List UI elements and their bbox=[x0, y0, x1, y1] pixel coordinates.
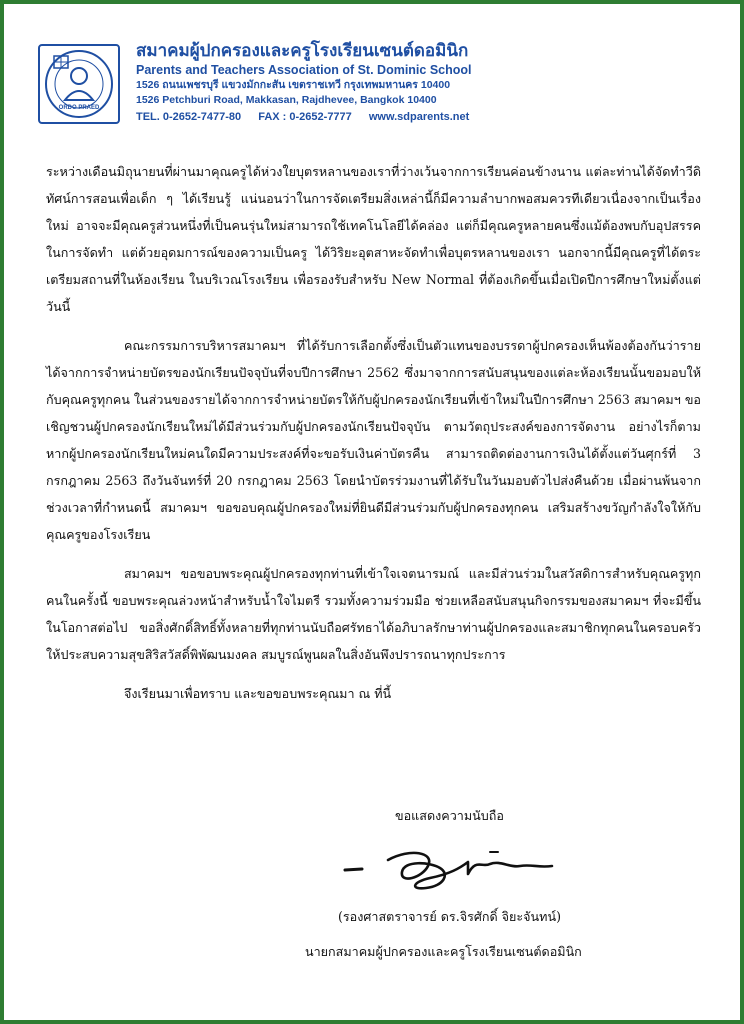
contact-line bbox=[136, 108, 483, 126]
logo-text: ORDO PRAED bbox=[58, 105, 100, 111]
paragraph-4: จึงเรียนมาเพื่อทราบ และขอขอบพระคุณมา ณ ที่นี้ bbox=[124, 686, 392, 701]
paragraph-2: คณะกรรมการบริหารสมาคมฯ ที่ได้รับการเลือกตั้งซึ่งเป็นตัวแทนของบรรดาผู้ปกครองเห็นพ้องต้องกันว่ารายได้จากการจำหน่ายบัตรของนักเรียนปัจจุบันที่จบปีการศึกษา 2562 ซึ่งมาจากการสนับสนุนของแต่ละห้องเรียนนั้นขอมอบให้กับคุณครูทุกคน ในส่วนของรายได้จากการจำหน่ายบัตรให้กับผู้ปกครองนักเรียนที่เข้าใหม่ในปีการศึกษา 2563 สมาคมฯ ขอเชิญชวนผู้ปกครองนักเรียนใหม่ได้มีส่วนร่วมกับผู้ปกครองนักเรียนปัจจุบัน ตามวัตถุประสงค์ของการจัดงาน อย่างไรก็ตามหากผู้ปกครองนักเรียนใหม่คนใดมีความประสงค์ที่จะขอรับเงินค่าบัตรคืน สามารถติดต่องานการเงินได้ตั้งแต่วันศุกร์ที่ 3 กรกฎาคม 2563 ถึงวันจันทร์ที่ 20 กรกฎาคม 2563 โดยนำบัตรร่วมงานที่ได้รับในวันมอบตัวไปส่งคืนด้วย เมื่อผ่านพ้นจากช่วงเวลาที่กำหนดนี้ สมาคมฯ ขอขอบคุณผู้ปกครองใหม่ที่ยินดีมีส่วนร่วมกับผู้ปกครองทุกคน เสริมสร้างขวัญกำลังใจให้กับคุณครูของโรงเรียน bbox=[46, 338, 701, 542]
association-logo bbox=[38, 44, 120, 124]
telephone: TEL. 0-2652-7477-80 bbox=[136, 111, 242, 123]
paragraph-3: สมาคมฯ ขอขอบพระคุณผู้ปกครองทุกท่านที่เข้าใจเจตนารมณ์ และมีส่วนร่วมในสวัสดิการสำหรับคุณครูทุกคนในครั้งนี้ ขอบพระคุณล่วงหน้าสำหรับน้ำใจไมตรี รวมทั้งความร่วมมือ ช่วยเหลือสนับสนุนกิจกรรมของสมาคมฯ ที่จะมีขึ้นในโอกาสต่อไป ขอสิ่งศักดิ์สิทธิ์ทั้งหลายที่ทุกท่านนับถือศรัทธาได้อภิบาลรักษาท่านผู้ปกครองและสมาชิกทุกคนในครอบครัวให้ประสบความสุขสิริสวัสดิ์พิพัฒนมงคล สมบูรณ์พูนผลในสิ่งอันพึงปรารถนาทุกประการ bbox=[46, 566, 701, 662]
org-name-thai: สมาคมผู้ปกครองและครูโรงเรียนเซนต์ดอมินิก bbox=[136, 41, 469, 60]
letter-body bbox=[46, 158, 701, 719]
paragraph-1: ระหว่างเดือนมิถุนายนที่ผ่านมาคุณครูได้ห่วงใยบุตรหลานของเราที่ว่างเว้นจากการเรียนค่อนข้างนาน แต่ละท่านได้จัดทำวีดิทัศน์การสอนเพื่อเด็ก ๆ ได้เรียนรู้ แน่นอนว่าในการจัดเตรียมสิ่งเหล่านี้ก็มีความลำบากพอสมควรทีเดียวเนื่องจากเป็นเรื่องใหม่ อาจจะมีคุณครูส่วนหนึ่งที่เป็นคนรุ่นใหม่สามารถใช้เทคโนโลยีได้คล่อง แต่ก็มีคุณครูหลายคนซึ่งแม้ต้องพบกับอุปสรรคในการจัดทำ แต่ด้วยอุดมการณ์ของความเป็นครู ได้วิริยะอุตสาหะจัดทำเพื่อบุตรหลานของเรา นอกจากนี้มีคุณครูที่ได้ตระเตรียมสถานที่ในห้องเรียน ในบริเวณโรงเรียน เพื่อรองรับสำหรับ New Normal ที่ต้องเกิดขึ้นเมื่อเปิดปีการศึกษาใหม่ตั้งแต่วันนี้ bbox=[46, 164, 701, 314]
address-thai: 1526 ถนนเพชรบุรี แขวงมักกะสัน เขตราชเทวี กรุงเทพมหานคร 10400 bbox=[136, 79, 451, 91]
signer-title: นายกสมาคมผู้ปกครองและครูโรงเรียนเซนต์ดอมินิก bbox=[305, 944, 582, 959]
closing-salutation: ขอแสดงความนับถือ bbox=[395, 808, 504, 823]
handwritten-signature bbox=[340, 838, 560, 898]
address-english: 1526 Petchburi Road, Makkasan, Rajdhevee, Bangkok 10400 bbox=[136, 94, 437, 106]
fax: FAX : 0-2652-7777 bbox=[258, 111, 352, 123]
signer-name: (รองศาสตราจารย์ ดร.จิรศักดิ์ จิยะจันทน์) bbox=[338, 909, 561, 924]
letterhead bbox=[36, 40, 716, 130]
org-name-english: Parents and Teachers Association of St. Dominic School bbox=[136, 63, 472, 77]
letterhead-text bbox=[136, 40, 483, 126]
website-link[interactable]: www.sdparents.net bbox=[368, 111, 470, 123]
